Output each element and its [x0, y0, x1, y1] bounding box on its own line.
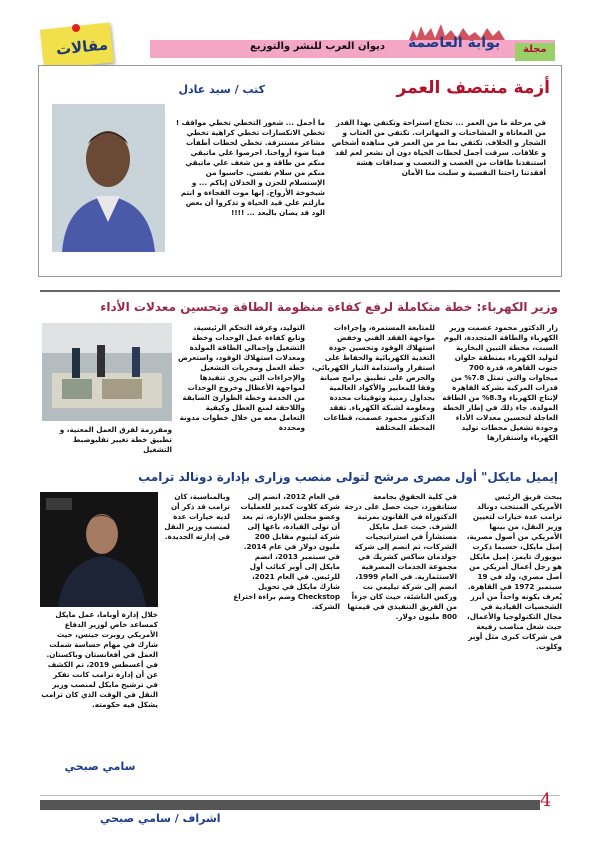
article1-title: أزمة منتصف العمر	[396, 78, 550, 98]
article3-title: إيميل مايكل" أول مصرى مرشح لتولى منصب وزارى بإدارة دونالد ترامب	[138, 470, 558, 484]
divider	[40, 290, 560, 292]
magazine-label: مجلة	[523, 44, 547, 55]
article3-col5: خلال إدارة أوباما، عمل مايكل كمساعد خاص لوزير الدفاع الأمريكي روبرت جيتس، حيث شارك في مهام حساسة شملت العمل في أفغانستان وباكستان. في أغسطس 2019، تم الكشف عن أن إدارة ترامب كانت تفكر في ترشيح مايكل لمنصب وزير النقل في الوقت الذي كان ترامب يشكل فيه حكومته.	[41, 610, 158, 709]
article2-caption: ومفرزمة لفرق العمل المعنية، و تطبيق خطة تغيير تقلبوضبط التشغيل	[59, 425, 172, 454]
article1-author: كتب / سيد عادل	[178, 83, 265, 96]
footer-band	[40, 800, 540, 810]
author-photo	[52, 104, 165, 252]
article2-col1: زار الدكتور محمود عصمت وزير الكهرباء والطاقة المتجددة، اليوم السبت، محطة التبين البخارية لتوليد الكهرباء بمنطقة حلوان جنوب القاهرة، قدرة 700 ميجاوات والتي تمثل 7.8% من قدرات المركبة بشركة القاهرة لإنتاج الكهرباء و8.3% من الطاقة المولدة. جاء ذلك في إطار الخطة العاجلة لتحسين معدلات الأداء وجودة تشغيل محطات توليد الكهرباء واستقرارها	[442, 323, 558, 442]
publisher-name: ديوان العرب للنشر والتوزيع	[250, 41, 386, 52]
article3-author: سامي صبحي	[64, 760, 136, 773]
article3-col4: وبالمناسبة، كان ترامب قد ذكر أن لديه خيارات عدة لمنصب وزير النقل في إدارته الجديدة.	[164, 492, 230, 541]
section-label: مقالات	[55, 35, 109, 59]
article2-col2: للمتابعة المستمرة، وإجراءات مواجهة الفقد الفني وخفض استهلاك الوقود وتحسين جودة التغذية الكهربائية والحفاظ على استقرار واستدامة التيار الكهربائي، والحرص على تطبيق برامج صيانة وفقا للمعايير والأكواد العالمية بجداول زمنية وتوقيتات محددة ومعلومة لشبكة الكهرباء. تفقد الدكتور محمود عصمت، قطاعات المحطة المختلفة	[311, 323, 435, 432]
page-number: 4	[540, 790, 552, 811]
article3-photo	[40, 492, 158, 607]
divider	[40, 795, 560, 796]
article3-col2: في كلية الحقوق بجامعة ستانفورد، حيث حصل على درجة الدكتوراة في القانون بمرتبة الشرف. حيث عمل مايكل مستشاراً في استراتيجيات الشركات، ثم انضم إلى شركة جولدمان ساكس كشريك في مجموعة الخدمات المصرفية الاستثمارية. في العام 1999، انضم إلى شركة تيليمي نت وركس الناشئة، حيث كان جزءاً من الفريق التنفيذي في قيمتها 800 مليون دولار.	[344, 492, 457, 621]
article1-col1: في مرحلة ما من العمر ... نحتاج استراحة وتكتفي بهذا القدر من المعاناة و المشاحنات و المهاترات. تكتفي من العتاب و الشجار و الخلاف. تكتفي بما مر من العمر في مناهدة أشخاص و علاقات. سرقت أجمل لحظات الحياة دون أن نشعر لعم لقد استنفذنا طاقات من الغضب و التعصب و صداقات هشة أفقدتنا راحتنا النفسية و سلبت منا الأمان	[331, 118, 546, 177]
article1-col2: ما أجمل ... شعور التخطي تخطي مواقف ! تخطي الانكسارات تخطي كراهية تخطي مشاعر مستنزفة. تخطي لحظات أطفأت فينا ضوء أرواحنا. احرصوا علي ماتبقي منكم من طاقة و من شغف علي ماتبقي منكم من سلام نفسي. حاسبوا من الإستسلام للحزن و الخذلان إياكم ... و شيخوخة الأرواح. إنها موت الفجاءة و انتم مازلتم علي قيد الحياة و تذكروا أن بعض الود قد يصان بالبعد ... !!!!	[175, 118, 325, 217]
article3-col1: يبحث فريق الرئيس الأمريكي المنتخب دونالد ترامب عدة خيارات لتعيين وزير النقل، من بينها الأمريكي من أصول مصرية، إميل مايكل، حسبما ذكرت نيويورك تايمز. إميل مايكل هو رجل أعمال أمريكي من أصل مصري، ولد في 19 سبتمبر 1972 في القاهرة. يُعرف بكونه واحداً من أبرز الشخصيات القيادية في مجال التكنولوجيا والأعمال، حيث شغل مناصب رفيعة في شركات كبرى مثل أوبر وكلوت.	[466, 492, 562, 651]
logo-text: بوابة العاصمة	[408, 35, 501, 51]
supervision-credit: اشراف / سامي صبحي	[100, 812, 221, 825]
article3-col3: في العام 2012، انضم إلى شركة كلاوت كمدير للعمليات وعضو مجلس الإدارة، ثم بعد أن تولى القيادة، باعها إلى شركة ليثيوم مقابل 200 مليون دولار في عام 2014. في سبتمبر 2013، انضم مايكل إلى أوبر كنائب أول للرئيس. في العام 2021، شارك مايكل في تحويل Checkstop وضم براءة اختراع الشركة.	[233, 492, 340, 611]
article2-title: وزير الكهرباء: خطة متكاملة لرفع كفاءة منظومة الطاقة وتحسين معدلات الأداء	[100, 300, 558, 314]
pin-icon	[72, 24, 80, 32]
article2-photo	[42, 323, 172, 421]
article2-col3: التوليد، وغرفة التحكم الرئيسية، وتابع كفاءة عمل الوحدات وخطة التشغيل وإجمالي الطاقة المولدة ومعدلات استهلاك الوقود، واستعرض خطة العمل ومجريات التشغيل والإجراءات التي يجري تنفيذها لمواجهة الأعطال وخروج الوحدات من الخدمة وخطة الطوارئ السابقة واللاحقة لمنع العطل وكيفية التعامل معه من خلال خطوات مدونة ومحددة	[178, 323, 305, 432]
